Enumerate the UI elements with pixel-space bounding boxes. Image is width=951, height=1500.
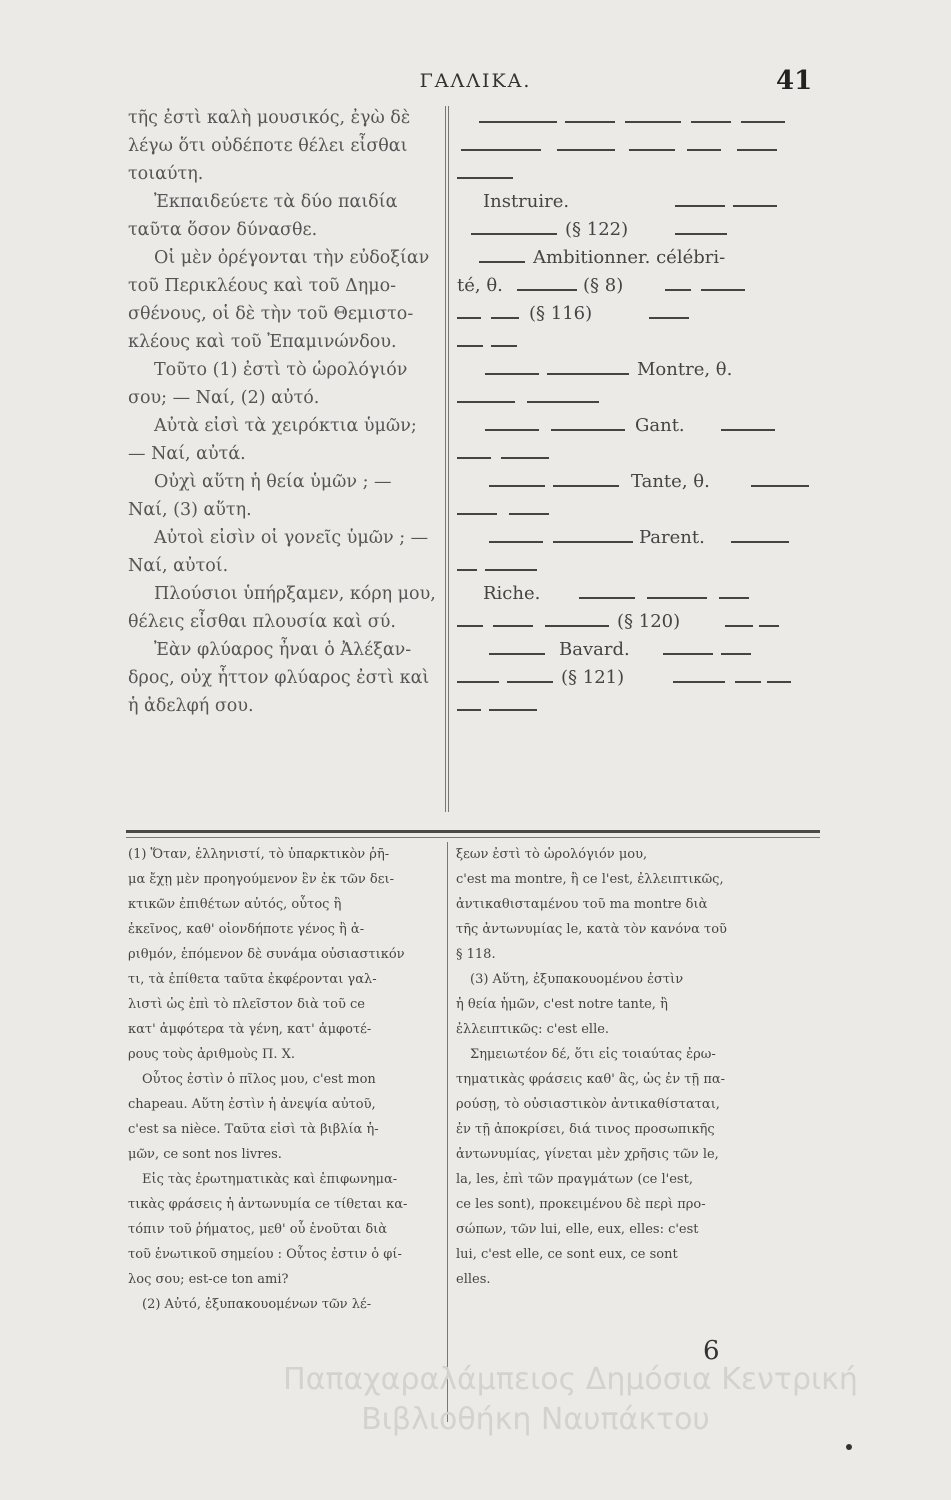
text-line: σου; — Ναί, (2) αὐτό. <box>128 388 320 408</box>
dash <box>741 121 785 123</box>
text-line: κλέους καὶ τοῦ Ἐπαμινώνδου. <box>128 332 397 352</box>
dash-line <box>453 328 833 356</box>
dash <box>649 317 689 319</box>
word-parent: Parent. <box>639 527 705 548</box>
dash <box>553 485 619 487</box>
footnote-line: τῆς ἀντωνυμίας le, κατὰ τὸν κανόνα τοῦ <box>456 922 727 937</box>
dash-line <box>453 496 833 524</box>
text-line: σθένους, οἱ δὲ τὴν τοῦ Θεμιστο- <box>128 304 414 324</box>
dash <box>457 457 491 459</box>
dash <box>485 429 539 431</box>
dash <box>471 233 557 235</box>
footnote-line: (1) Ὅταν, ἑλληνιστί, τὸ ὑπαρκτικὸν ῥῆ- <box>128 847 390 862</box>
dash <box>489 485 545 487</box>
dash-line <box>453 440 833 468</box>
dash <box>489 709 537 711</box>
dash <box>489 653 545 655</box>
dash <box>733 205 777 207</box>
ref-122: (§ 122) <box>565 219 629 240</box>
footnote-rule <box>126 830 820 833</box>
dash <box>489 541 543 543</box>
text-line: Τοῦτο (1) ἐστὶ τὸ ὡρολόγιόν <box>154 360 408 380</box>
dash <box>507 681 553 683</box>
dash <box>579 597 635 599</box>
word-instruire: Instruire. <box>483 191 570 212</box>
footnotes-right-column <box>456 842 820 1292</box>
dash-line <box>453 104 833 132</box>
dash <box>663 653 713 655</box>
dash <box>557 149 615 151</box>
vocab-line <box>453 636 833 664</box>
dash <box>625 121 681 123</box>
dash <box>725 625 753 627</box>
dash <box>767 681 791 683</box>
text-line: ἡ ἀδελφή σου. <box>128 696 254 716</box>
word-gant: Gant. <box>635 415 685 436</box>
ref-116: (§ 116) <box>529 303 593 324</box>
word-montre: Montre, θ. <box>637 359 733 380</box>
dash <box>479 261 525 263</box>
footnote-line: ἐκεῖνος, καθ' οἱονδήποτε γένος ἢ ἀ- <box>128 922 365 937</box>
vocab-line <box>453 524 833 552</box>
dash <box>461 149 541 151</box>
french-vocabulary-column <box>453 104 833 720</box>
footnote-line: ἐλλειπτικῶς: c'est elle. <box>456 1022 610 1037</box>
dash <box>547 373 629 375</box>
word-tante: Tante, θ. <box>631 471 710 492</box>
text-line: λέγω ὅτι οὐδέποτε θέλει εἶσθαι <box>128 136 408 156</box>
footnote-line: (2) Αὐτό, ἐξυπακουομένων τῶν λέ- <box>142 1297 372 1312</box>
footnote-line: κτικῶν ἐπιθέτων αὐτός, οὗτος ἢ <box>128 897 342 912</box>
dash <box>701 289 745 291</box>
dash <box>457 681 499 683</box>
text-line: Ἐκπαιδεύετε τὰ δύο παιδία <box>154 192 398 212</box>
page-number: 41 <box>776 66 813 96</box>
footnote-line: ἡ θεία ἡμῶν, c'est notre tante, ἢ <box>456 997 668 1012</box>
dash <box>691 121 731 123</box>
vocab-line <box>453 468 833 496</box>
dash <box>731 541 789 543</box>
footnote-rule-thin <box>126 837 820 838</box>
vocab-line <box>453 272 833 300</box>
dash <box>457 625 483 627</box>
dash-line <box>453 132 833 160</box>
dash <box>675 233 727 235</box>
dash <box>721 653 751 655</box>
dash <box>751 485 809 487</box>
word-ambitionner: Ambitionner. célébri- <box>533 247 726 268</box>
footnote-line: c'est ma montre, ἢ ce l'est, ἐλλειπτικῶς, <box>456 872 724 887</box>
footnote-line: ἀντωνυμίας, γίνεται μὲν χρῆσις τῶν le, <box>456 1147 719 1162</box>
library-watermark-line2: Βιβλιοθήκη Ναυπάκτου <box>361 1402 710 1437</box>
dash <box>509 513 549 515</box>
footnotes-left-column <box>128 842 444 1317</box>
text-line: Οὐχὶ αὕτη ἡ θεία ὑμῶν ; — <box>154 472 392 492</box>
ref-8: (§ 8) <box>583 275 624 296</box>
vocab-line <box>453 664 833 692</box>
text-line: Ναί, (3) αὕτη. <box>128 500 252 520</box>
dash <box>565 121 615 123</box>
footnote-line: λιστὶ ὡς ἐπὶ τὸ πλεῖστον διὰ τοῦ ce <box>128 997 365 1012</box>
text-line: τοιαύτη. <box>128 164 204 184</box>
ink-dot <box>846 1444 852 1450</box>
footnote-line: chapeau. Αὕτη ἐστὶν ἡ ἀνεψία αὐτοῦ, <box>128 1097 376 1112</box>
dash <box>501 457 549 459</box>
text-line: Ἐὰν φλύαρος ἦναι ὁ Ἀλέξαν- <box>154 640 412 660</box>
footnote-line: ρους τοὺς ἀριθμοὺς Π. Χ. <box>128 1047 296 1062</box>
dash <box>457 345 483 347</box>
dash-line <box>453 384 833 412</box>
footnote-line: σώπων, τῶν lui, elle, eux, elles: c'est <box>456 1222 699 1237</box>
footnote-line: ce les sont), προκειμένου δὲ περὶ προ- <box>456 1197 706 1212</box>
footnote-line: ἐν τῇ ἀποκρίσει, διά τινος προσωπικῆς <box>456 1122 715 1137</box>
text-line: θέλεις εἶσθαι πλουσία καὶ σύ. <box>128 612 396 632</box>
footnote-line: τικὰς φράσεις ἡ ἀντωνυμία ce τίθεται κα- <box>128 1197 408 1212</box>
footnote-line: τόπιν τοῦ ῥήματος, μεθ' οὗ ἑνοῦται διὰ <box>128 1222 388 1237</box>
footnote-line: ξεων ἐστὶ τὸ ὡρολόγιόν μου, <box>456 847 648 862</box>
text-line: Ναί, αὐτοί. <box>128 556 229 576</box>
footnote-line: c'est sa nièce. Ταῦτα εἰσὶ τὰ βιβλία ἡ- <box>128 1122 379 1137</box>
text-line: ταῦτα ὅσον δύνασθε. <box>128 220 318 240</box>
footnote-line: Οὗτος ἐστὶν ὁ πῖλος μου, c'est mon <box>142 1072 376 1087</box>
footnote-line: § 118. <box>456 947 496 962</box>
dash <box>491 345 517 347</box>
dash <box>457 317 481 319</box>
dash <box>673 681 725 683</box>
dash <box>553 541 633 543</box>
vocab-line <box>453 580 833 608</box>
dash <box>457 401 515 403</box>
footnote-line: la, les, ἐπὶ τῶν πραγμάτων (ce l'est, <box>456 1172 693 1187</box>
footnote-line: τοῦ ἑνωτικοῦ σημείου : Οὗτος ἐστιν ὁ φί- <box>128 1247 402 1262</box>
dash-line <box>453 552 833 580</box>
signature-mark: 6 <box>703 1336 720 1366</box>
ref-121: (§ 121) <box>561 667 625 688</box>
word-te: té, θ. <box>457 275 503 296</box>
footnote-line: elles. <box>456 1272 491 1287</box>
footnote-line: ἀντικαθισταμένου τοῦ ma montre διὰ <box>456 897 708 912</box>
dash <box>527 401 599 403</box>
text-line: τοῦ Περικλέους καὶ τοῦ Δημο- <box>128 276 397 296</box>
dash <box>517 289 577 291</box>
footnote-line: Εἰς τὰς ἐρωτηματικὰς καὶ ἐπιφωνημα- <box>142 1172 398 1187</box>
dash-line <box>453 160 833 188</box>
footnote-line: τι, τὰ ἐπίθετα ταῦτα ἐκφέρονται γαλ- <box>128 972 377 987</box>
footnote-line: (3) Αὕτη, ἐξυπακουομένου ἐστὶν <box>470 972 684 987</box>
vocab-line <box>453 356 833 384</box>
dash <box>687 149 721 151</box>
footnote-line: μῶν, ce sont nos livres. <box>128 1147 282 1162</box>
dash <box>647 597 707 599</box>
vocab-line <box>453 608 833 636</box>
text-line: Αὐτὰ εἰσὶ τὰ χειρόκτια ὑμῶν; <box>154 416 417 436</box>
dash <box>457 569 477 571</box>
text-line: δρος, οὐχ ἧττον φλύαρος ἐστὶ καὶ <box>128 668 430 688</box>
dash <box>493 625 533 627</box>
dash <box>675 205 725 207</box>
dash <box>491 317 519 319</box>
dash <box>551 429 625 431</box>
dash <box>457 177 513 179</box>
dash <box>719 597 749 599</box>
footnote-line: τηματικὰς φράσεις καθ' ἃς, ὡς ἐν τῇ πα- <box>456 1072 726 1087</box>
vocab-line <box>453 216 833 244</box>
footnote-line: μα ἔχῃ μὲν προηγούμενον ἓν ἐκ τῶν δει- <box>128 872 394 887</box>
running-title: ΓΑΛΛΙΚΑ. <box>419 70 532 92</box>
text-line: Οἱ μὲν ὀρέγονται τὴν εὐδοξίαν <box>154 248 430 268</box>
dash <box>485 569 537 571</box>
word-bavard: Bavard. <box>559 639 630 660</box>
vocab-line <box>453 300 833 328</box>
text-line: Πλούσιοι ὑπήρξαμεν, κόρη μου, <box>154 584 436 604</box>
dash <box>665 289 691 291</box>
footnote-line: Σημειωτέον δέ, ὅτι εἰς τοιαύτας ἐρω- <box>470 1047 716 1062</box>
footnote-line: ριθμόν, ἑπόμενον δὲ συνάμα οὐσιαστικόν <box>128 947 405 962</box>
dash <box>721 429 775 431</box>
vocab-line <box>453 188 833 216</box>
dash <box>737 149 777 151</box>
dash <box>735 681 761 683</box>
dash <box>457 709 481 711</box>
vocab-line <box>453 244 833 272</box>
footnote-line: λος σου; est-ce ton ami? <box>128 1272 289 1287</box>
footnote-line: κατ' ἀμφότερα τὰ γένη, κατ' ἀμφοτέ- <box>128 1022 372 1037</box>
dash-line <box>453 692 833 720</box>
footnote-line: ρούσῃ, τὸ οὐσιαστικὸν ἀντικαθίσταται, <box>456 1097 720 1112</box>
column-divider <box>445 106 449 812</box>
dash <box>759 625 779 627</box>
text-line: Αὐτοὶ εἰσὶν οἱ γονεῖς ὑμῶν ; — <box>154 528 429 548</box>
footnote-column-divider <box>447 842 448 1422</box>
text-line: — Ναί, αὐτά. <box>128 444 246 464</box>
dash <box>485 373 539 375</box>
dash <box>457 513 497 515</box>
footnote-line: lui, c'est elle, ce sont eux, ce sont <box>456 1247 678 1262</box>
word-riche: Riche. <box>483 583 541 604</box>
library-watermark-line1: Παπαχαραλάμπειος Δημόσια Κεντρική <box>283 1362 858 1397</box>
ref-120: (§ 120) <box>617 611 681 632</box>
text-line: τῆς ἐστὶ καλὴ μουσικός, ἐγὼ δὲ <box>128 108 411 128</box>
vocab-line <box>453 412 833 440</box>
greek-text-column <box>128 104 450 720</box>
dash <box>629 149 675 151</box>
dash <box>545 625 609 627</box>
dash <box>479 121 557 123</box>
